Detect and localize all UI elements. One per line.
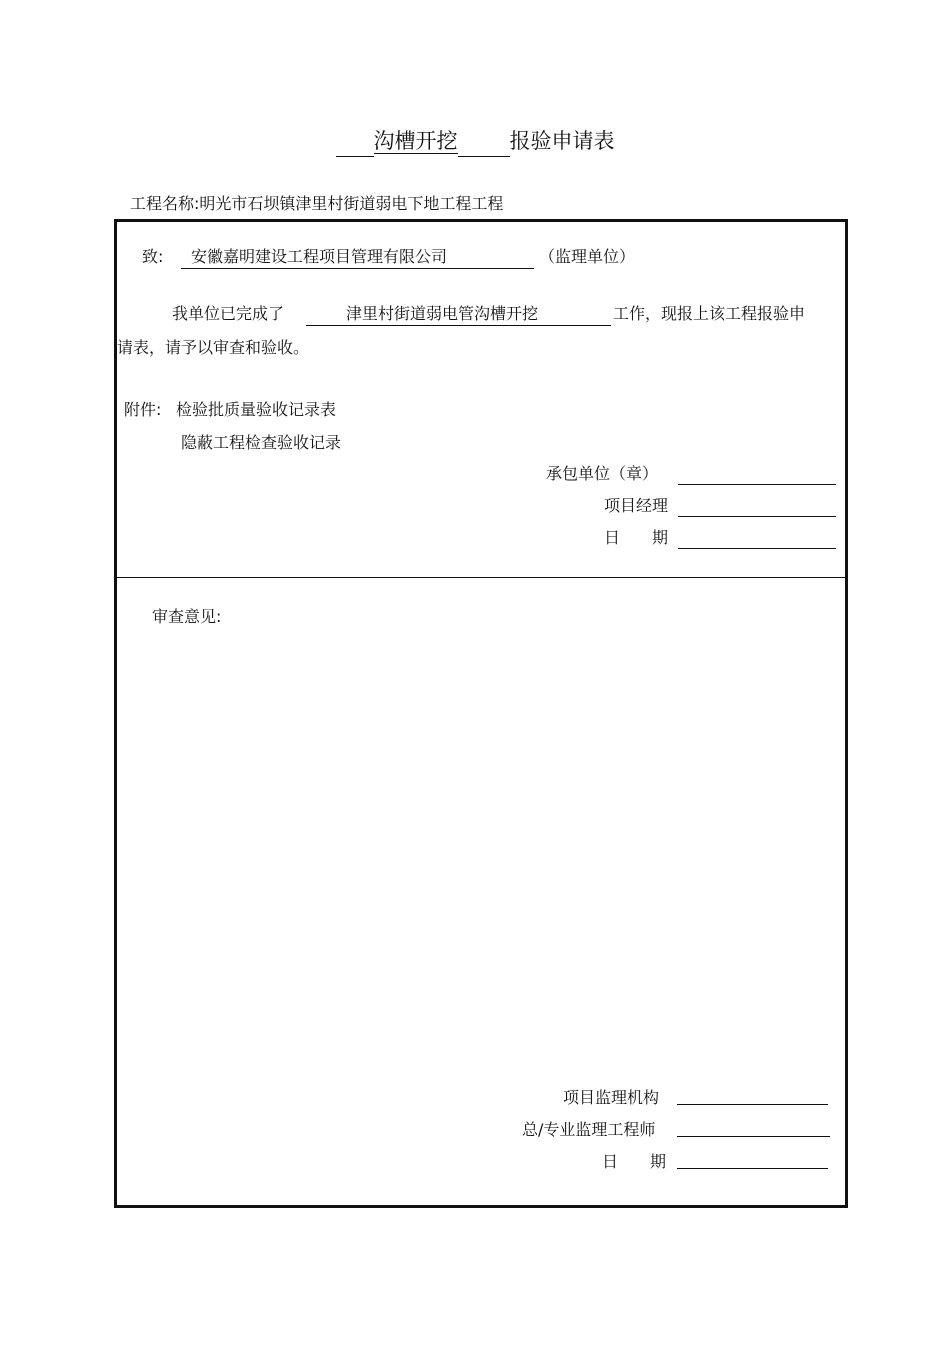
review-label: 审查意见:: [152, 607, 222, 626]
supervision-date-field[interactable]: [677, 1168, 828, 1169]
statement-underline: [306, 325, 611, 326]
supervision-org-label: 项目监理机构: [563, 1088, 660, 1107]
recipient-prefix: 致:: [142, 247, 164, 266]
recipient-underline: [181, 268, 534, 269]
statement-work: 津里村街道弱电管沟槽开挖: [346, 304, 539, 323]
recipient-company: 安徽嘉明建设工程项目管理有限公司: [191, 247, 448, 266]
section-divider: [117, 577, 845, 578]
recipient-role: （监理单位）: [539, 247, 636, 266]
project-name: 明光市石坝镇津里村街道弱电下地工程工程: [199, 194, 504, 213]
contractor-date-label: 日 期: [604, 528, 669, 547]
contractor-date-field[interactable]: [678, 548, 836, 549]
supervision-org-field[interactable]: [677, 1104, 828, 1105]
form-box: [114, 219, 848, 1208]
project-row: [130, 193, 503, 215]
statement-tail: 工作，现报上该工程报验申: [613, 304, 806, 323]
supervision-engineer-field[interactable]: [677, 1136, 830, 1137]
attachments-label: 附件:: [124, 400, 162, 419]
contractor-unit-field[interactable]: [678, 484, 836, 485]
supervision-date-label: 日 期: [602, 1152, 667, 1171]
title-blank-left: [336, 132, 374, 157]
statement-lead: 我单位已完成了: [172, 304, 285, 323]
contractor-unit-label: 承包单位（章）: [546, 464, 659, 483]
title-work-item: 沟槽开挖: [373, 129, 458, 153]
attachment-item: 隐蔽工程检查验收记录: [181, 433, 342, 452]
attachment-item: 检验批质量验收记录表: [176, 400, 337, 419]
title-form-name: 报验申请表: [509, 129, 615, 153]
project-manager-label: 项目经理: [604, 496, 669, 515]
supervision-engineer-label: 总/专业监理工程师: [522, 1120, 656, 1139]
project-label: 工程名称:: [130, 194, 200, 213]
project-manager-field[interactable]: [678, 516, 836, 517]
title-blank-right: [458, 132, 510, 157]
form-title: [0, 126, 950, 157]
statement-line2: 请表，请予以审查和验收。: [117, 338, 310, 357]
